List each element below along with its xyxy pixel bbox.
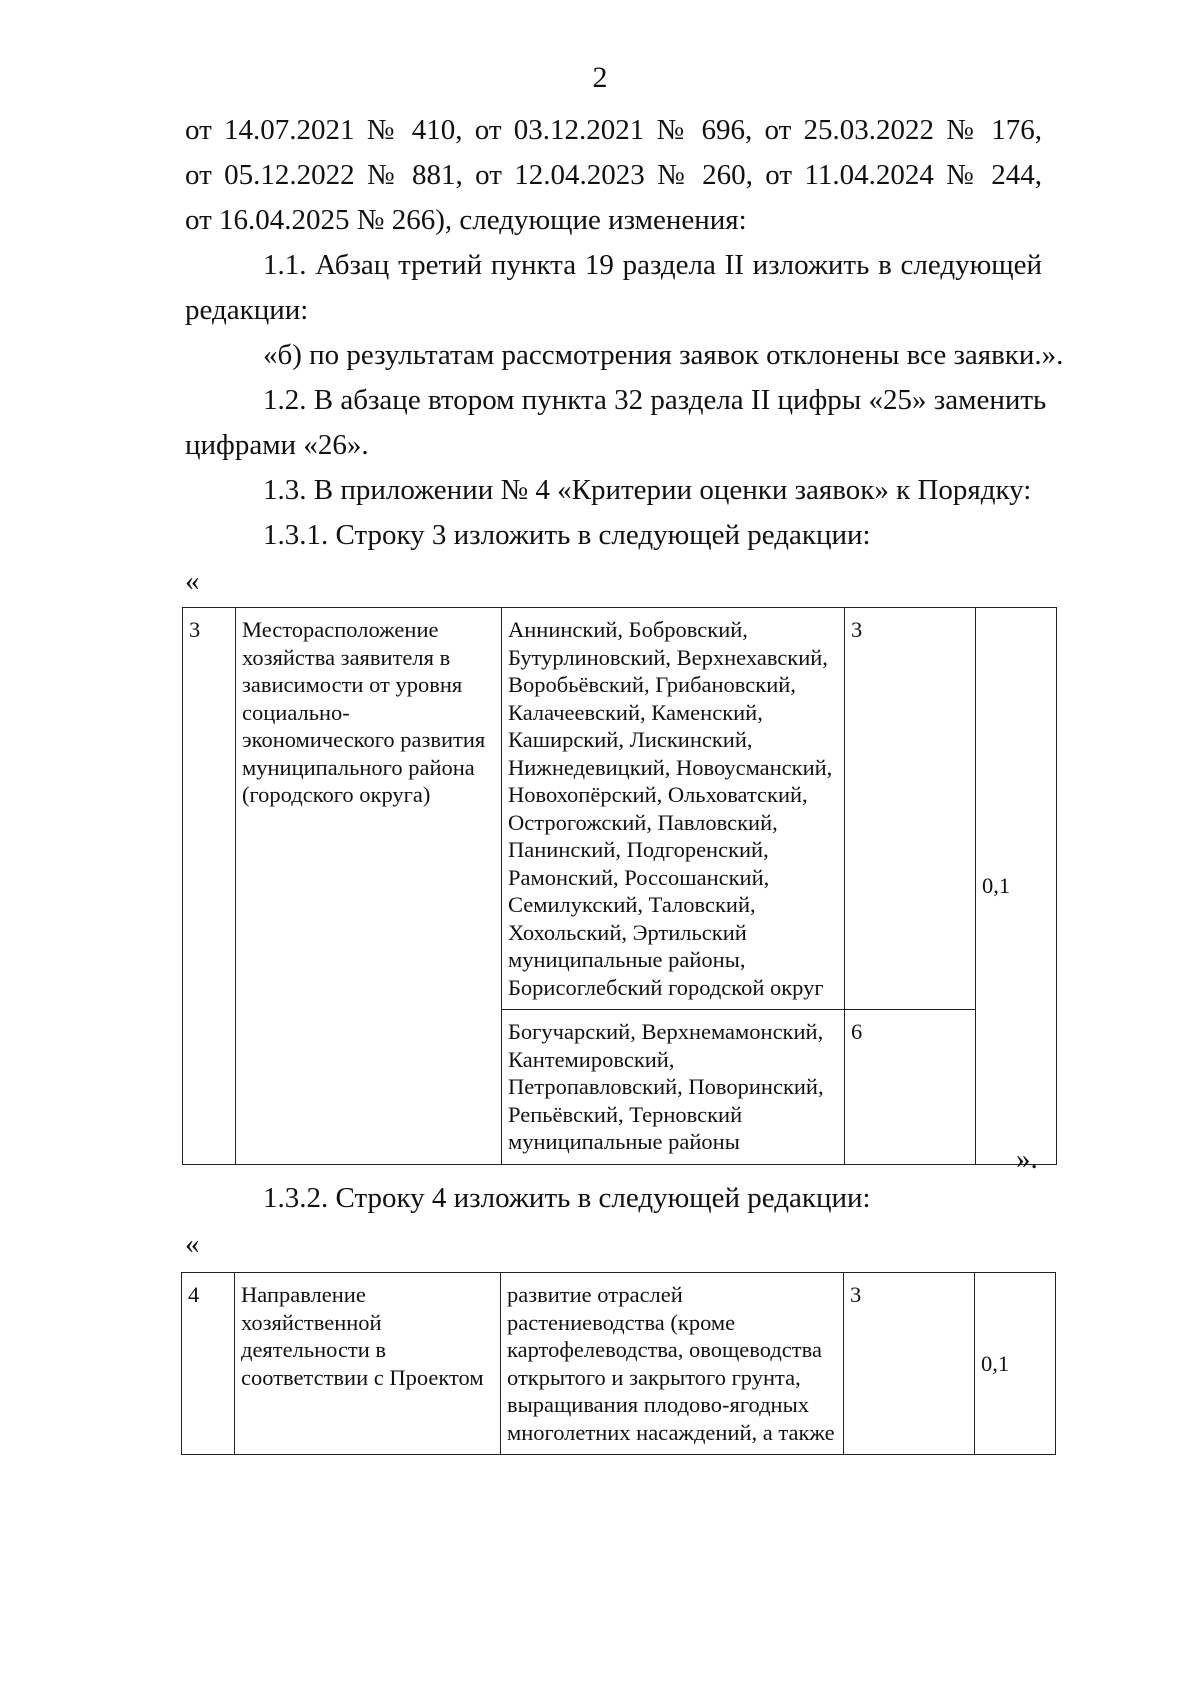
- table-row: [183, 608, 1057, 1010]
- activity-line: растениеводства (кроме: [507, 1309, 736, 1335]
- criteria-table-row-3: [182, 607, 1057, 1165]
- criterion-cell: [235, 1273, 501, 1455]
- criterion-line: соответствии с Проектом: [241, 1364, 484, 1390]
- district-line: Калачеевский, Каменский,: [508, 699, 763, 725]
- criterion-line: Направление: [241, 1282, 366, 1307]
- district-line: Хохольский, Эртильский: [508, 919, 747, 945]
- criterion-line: социально-: [242, 699, 350, 725]
- criterion-line: деятельности в: [241, 1337, 387, 1362]
- score-cell: [844, 1273, 975, 1455]
- row-number-cell: [183, 608, 236, 1165]
- score-value: 6: [851, 1019, 863, 1044]
- district-line: Аннинский, Бобровский,: [508, 617, 748, 642]
- weight-value: 0,1: [982, 873, 1011, 898]
- criterion-line: муниципального района: [242, 754, 475, 780]
- district-line: Воробьёвский, Грибановский,: [508, 672, 796, 697]
- district-line: Бутурлиновский, Верхнехавский,: [508, 644, 828, 670]
- score-cell: [845, 1010, 976, 1165]
- paragraph-line: редакции:: [185, 294, 309, 326]
- district-line: Богучарский, Верхнемамонский,: [508, 1019, 824, 1044]
- districts-group-1-cell: [502, 608, 845, 1010]
- activity-line: открытого и закрытого грунта,: [507, 1364, 801, 1390]
- paragraph-line: 1.1. Абзац третий пункта 19 раздела II изложить в следующей: [263, 249, 1042, 281]
- opening-quote: «: [185, 565, 200, 597]
- criterion-cell: [236, 608, 502, 1165]
- district-line: Репьёвский, Терновский: [508, 1101, 743, 1127]
- row-number: 3: [189, 617, 201, 642]
- paragraph-line: цифрами «26».: [185, 429, 369, 461]
- paragraph-line: 1.2. В абзаце втором пункта 32 раздела II цифры «25» заменить: [263, 384, 1047, 416]
- activity-cell: [501, 1273, 844, 1455]
- activity-line: выращивания плодово-ягодных: [507, 1392, 809, 1417]
- weight-cell: [975, 1273, 1056, 1455]
- paragraph-line: 1.3.2. Строку 4 изложить в следующей редакции:: [263, 1182, 871, 1214]
- criterion-line: экономического развития: [242, 727, 486, 752]
- district-line: Кантемировский,: [508, 1046, 675, 1072]
- activity-line: картофелеводства, овощеводства: [507, 1337, 822, 1362]
- score-value: 3: [851, 617, 863, 642]
- district-line: Семилукский, Таловский,: [508, 892, 756, 917]
- criterion-line: хозяйства заявителя в: [242, 644, 451, 670]
- row-number-cell: [182, 1273, 235, 1455]
- criterion-line: зависимости от уровня: [242, 672, 463, 697]
- district-line: муниципальные районы: [508, 1129, 740, 1154]
- district-line: Новохопёрский, Ольховатский,: [508, 782, 808, 807]
- district-line: Рамонский, Россошанский,: [508, 864, 770, 890]
- activity-line: многолетних насаждений, а также: [507, 1419, 835, 1445]
- paragraph-line: от 14.07.2021 № 410, от 03.12.2021 № 696, от 25.03.2022 № 176,: [185, 114, 1042, 146]
- criteria-table-row-4: [181, 1272, 1056, 1455]
- district-line: Каширский, Лискинский,: [508, 727, 753, 752]
- criterion-line: хозяйственной: [241, 1309, 382, 1335]
- district-line: Петропавловский, Поворинский,: [508, 1074, 824, 1099]
- districts-group-2-cell: [502, 1010, 845, 1165]
- opening-quote: «: [185, 1228, 200, 1260]
- district-line: Борисоглебский городской округ: [508, 974, 824, 1000]
- closing-quote: ».: [1016, 1143, 1038, 1175]
- district-line: муниципальные районы,: [508, 947, 746, 972]
- paragraph-line: от 16.04.2025 № 266), следующие изменения:: [185, 204, 747, 236]
- criterion-line: Месторасположение: [242, 617, 439, 642]
- activity-line: развитие отраслей: [507, 1282, 683, 1307]
- row-number: 4: [188, 1282, 200, 1307]
- score-cell: [845, 608, 976, 1010]
- paragraph-line: 1.3.1. Строку 3 изложить в следующей редакции:: [263, 519, 871, 551]
- weight-value: 0,1: [981, 1350, 1010, 1376]
- district-line: Панинский, Подгоренский,: [508, 837, 769, 862]
- district-line: Нижнедевицкий, Новоусманский,: [508, 754, 833, 780]
- table-row: [182, 1273, 1056, 1455]
- score-value: 3: [850, 1282, 862, 1307]
- weight-cell: [976, 608, 1057, 1165]
- paragraph-line: от 05.12.2022 № 881, от 12.04.2023 № 260, от 11.04.2024 № 244,: [185, 159, 1042, 191]
- criterion-line: (городского округа): [242, 782, 431, 807]
- paragraph-line: «б) по результатам рассмотрения заявок отклонены все заявки.».: [263, 339, 1064, 371]
- district-line: Острогожский, Павловский,: [508, 809, 778, 835]
- page-number: 2: [592, 61, 608, 94]
- paragraph-line: 1.3. В приложении № 4 «Критерии оценки заявок» к Порядку:: [263, 474, 1032, 506]
